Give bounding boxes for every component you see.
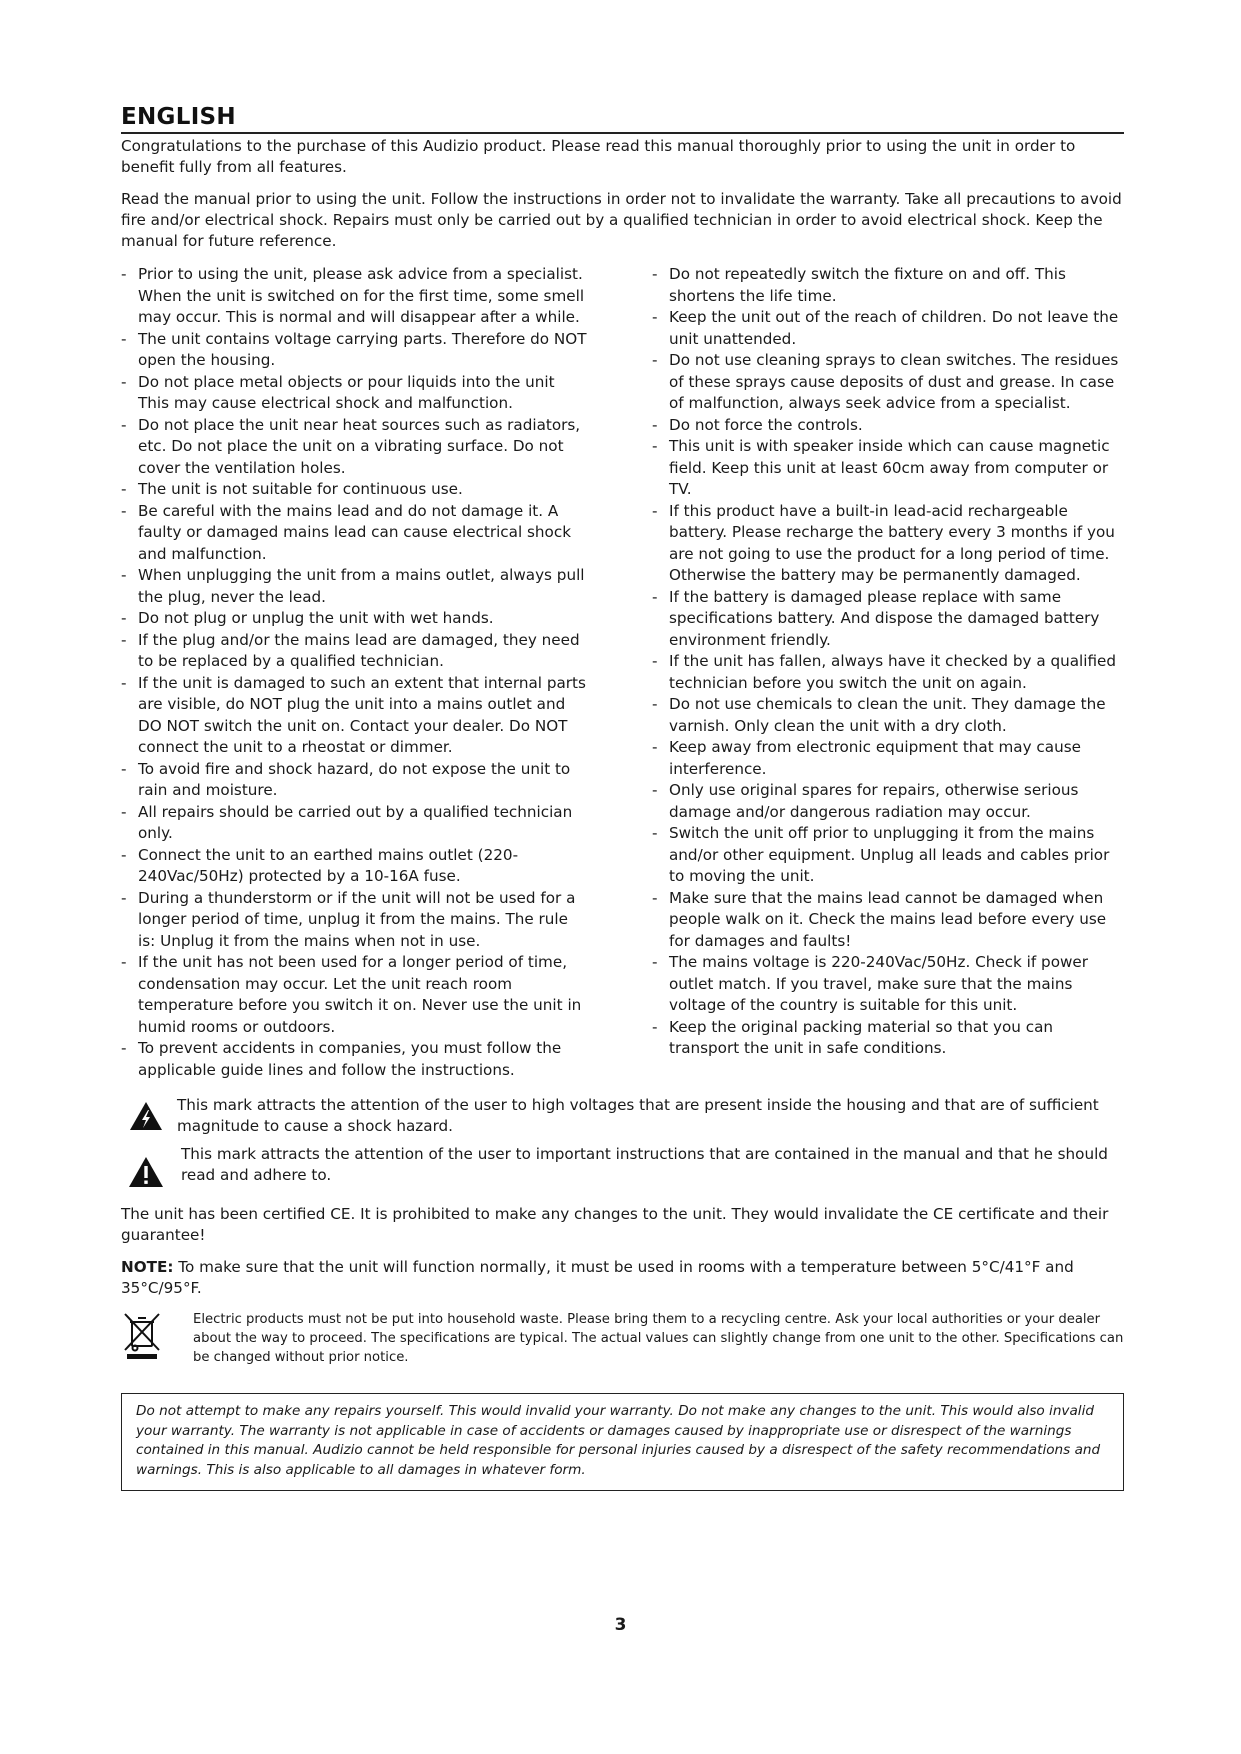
safety-item: - Do not place metal objects or pour liquids into the unit This may cause electrical shock and malfunction.: [121, 372, 587, 415]
safety-item: - Keep away from electronic equipment that may cause interference.: [652, 737, 1124, 780]
crossed-bin-icon: [121, 1310, 177, 1366]
disclaimer-box: Do not attempt to make any repairs yourself. This would invalid your warranty. Do not make any changes to the unit. This would also invalid your warranty. The warranty is not applicable in case of accidents or damages caused by inappropriate use or disrespect of the warnings contained in this manual. Audizio cannot be held responsible for personal injuries caused by a disrespect of the safety recommendations and warnings. This is also applicable to all damages in whatever form.: [121, 1393, 1124, 1491]
heading-rule: [121, 132, 1124, 134]
left-column: [121, 264, 587, 1081]
safety-item: - The mains voltage is 220-240Vac/50Hz. Check if power outlet match. If you travel, make sure that the mains voltage of the country is suitable for this unit.: [652, 952, 1124, 1017]
safety-item: - To prevent accidents in companies, you must follow the applicable guide lines and follow the instructions.: [121, 1038, 587, 1081]
safety-item: - During a thunderstorm or if the unit will not be used for a longer period of time, unplug it from the mains. The rule is: Unplug it from the mains when not in use.: [121, 888, 587, 953]
safety-item: - Do not place the unit near heat sources such as radiators, etc. Do not place the unit on a vibrating surface. Do not cover the ventilation holes.: [121, 415, 587, 480]
manual-page: [121, 104, 1124, 1491]
high-voltage-icon: [121, 1095, 171, 1131]
voltage-warning-text: This mark attracts the attention of the user to high voltages that are present inside the housing and that are of sufficient magnitude to cause a shock hazard.: [177, 1096, 1099, 1135]
safety-item: - If this product have a built-in lead-acid rechargeable battery. Please recharge the battery every 3 months if you are not going to use the product for a long period of time. Otherwise the battery may be permanently damaged.: [652, 501, 1124, 587]
safety-item: - Keep the original packing material so that you can transport the unit in safe conditions.: [652, 1017, 1124, 1060]
safety-item: - Connect the unit to an earthed mains outlet (220-240Vac/50Hz) protected by a 10-16A fuse.: [121, 845, 587, 888]
safety-item: - Do not plug or unplug the unit with wet hands.: [121, 608, 587, 630]
weee-text: Electric products must not be put into household waste. Please bring them to a recycling centre. Ask your local authorities or your dealer about the way to proceed. The specifications are typical. The actual values can slightly change from one unit to the other. Specifications can be changed without prior notice.: [193, 1312, 1124, 1365]
safety-item: - The unit contains voltage carrying parts. Therefore do NOT open the housing.: [121, 329, 587, 372]
safety-item: - If the unit has not been used for a longer period of time, condensation may occur. Let the unit reach room temperature before you switch it on. Never use the unit in humid rooms or outdoors.: [121, 952, 587, 1038]
page-number: 3: [614, 1615, 627, 1635]
section-heading: ENGLISH: [121, 104, 236, 130]
safety-item: - Be careful with the mains lead and do not damage it. A faulty or damaged mains lead can cause electrical shock and malfunction.: [121, 501, 587, 566]
note-paragraph: [121, 1257, 1124, 1299]
safety-item: - This unit is with speaker inside which can cause magnetic field. Keep this unit at least 60cm away from computer or TV.: [652, 436, 1124, 501]
note-text: To make sure that the unit will function normally, it must be used in rooms with a temperature between 5°C/41°F and 35°C/95°F.: [121, 1258, 1074, 1297]
safety-columns: [121, 264, 1124, 1081]
safety-item: - Do not repeatedly switch the fixture on and off. This shortens the life time.: [652, 264, 1124, 307]
right-safety-list: [652, 264, 1124, 1060]
voltage-warning: [121, 1095, 1124, 1137]
left-safety-list: [121, 264, 587, 1081]
ce-paragraph: The unit has been certified CE. It is prohibited to make any changes to the unit. They would invalidate the CE certificate and their guarantee!: [121, 1205, 1109, 1244]
safety-item: - If the unit is damaged to such an extent that internal parts are visible, do NOT plug the unit into a mains outlet and DO NOT switch the unit on. Contact your dealer. Do NOT connect the unit to a rheostat or dimmer.: [121, 673, 587, 759]
safety-item: - Do not use chemicals to clean the unit. They damage the varnish. Only clean the unit with a dry cloth.: [652, 694, 1124, 737]
safety-item: - Do not use cleaning sprays to clean switches. The residues of these sprays cause deposits of dust and grease. In case of malfunction, always seek advice from a specialist.: [652, 350, 1124, 415]
safety-item: - Keep the unit out of the reach of children. Do not leave the unit unattended.: [652, 307, 1124, 350]
safety-item: - The unit is not suitable for continuous use.: [121, 479, 587, 501]
intro-paragraph: Congratulations to the purchase of this Audizio product. Please read this manual thoroughly prior to using the unit in order to benefit fully from all features.: [121, 137, 1076, 176]
safety-item: - If the unit has fallen, always have it checked by a qualified technician before you switch the unit on again.: [652, 651, 1124, 694]
weee-notice: [121, 1310, 1124, 1367]
safety-item: - When unplugging the unit from a mains outlet, always pull the plug, never the lead.: [121, 565, 587, 608]
right-column: [652, 264, 1124, 1081]
exclamation-warning-icon: [121, 1144, 171, 1188]
safety-item: - Make sure that the mains lead cannot be damaged when people walk on it. Check the mains lead before every use for damages and faults!: [652, 888, 1124, 953]
instruction-warning-text: This mark attracts the attention of the user to important instructions that are contained in the manual and that he should read and adhere to.: [181, 1145, 1108, 1184]
read-manual-paragraph: Read the manual prior to using the unit. Follow the instructions in order not to invalidate the warranty. Take all precautions to avoid fire and/or electrical shock. Repairs must only be carried out by a qualified technician in order to avoid electrical shock. Keep the manual for future reference.: [121, 190, 1122, 250]
instruction-warning: [121, 1144, 1124, 1188]
safety-item: - If the battery is damaged please replace with same specifications battery. And dispose the damaged battery environment friendly.: [652, 587, 1124, 652]
safety-item: - To avoid fire and shock hazard, do not expose the unit to rain and moisture.: [121, 759, 587, 802]
safety-item: - Do not force the controls.: [652, 415, 1124, 437]
note-label: NOTE:: [121, 1258, 174, 1276]
safety-item: - If the plug and/or the mains lead are damaged, they need to be replaced by a qualified technician.: [121, 630, 587, 673]
safety-item: - Prior to using the unit, please ask advice from a specialist. When the unit is switched on for the first time, some smell may occur. This is normal and will disappear after a while.: [121, 264, 587, 329]
safety-item: - Only use original spares for repairs, otherwise serious damage and/or dangerous radiation may occur.: [652, 780, 1124, 823]
safety-item: - Switch the unit off prior to unplugging it from the mains and/or other equipment. Unplug all leads and cables prior to moving the unit.: [652, 823, 1124, 888]
safety-item: - All repairs should be carried out by a qualified technician only.: [121, 802, 587, 845]
